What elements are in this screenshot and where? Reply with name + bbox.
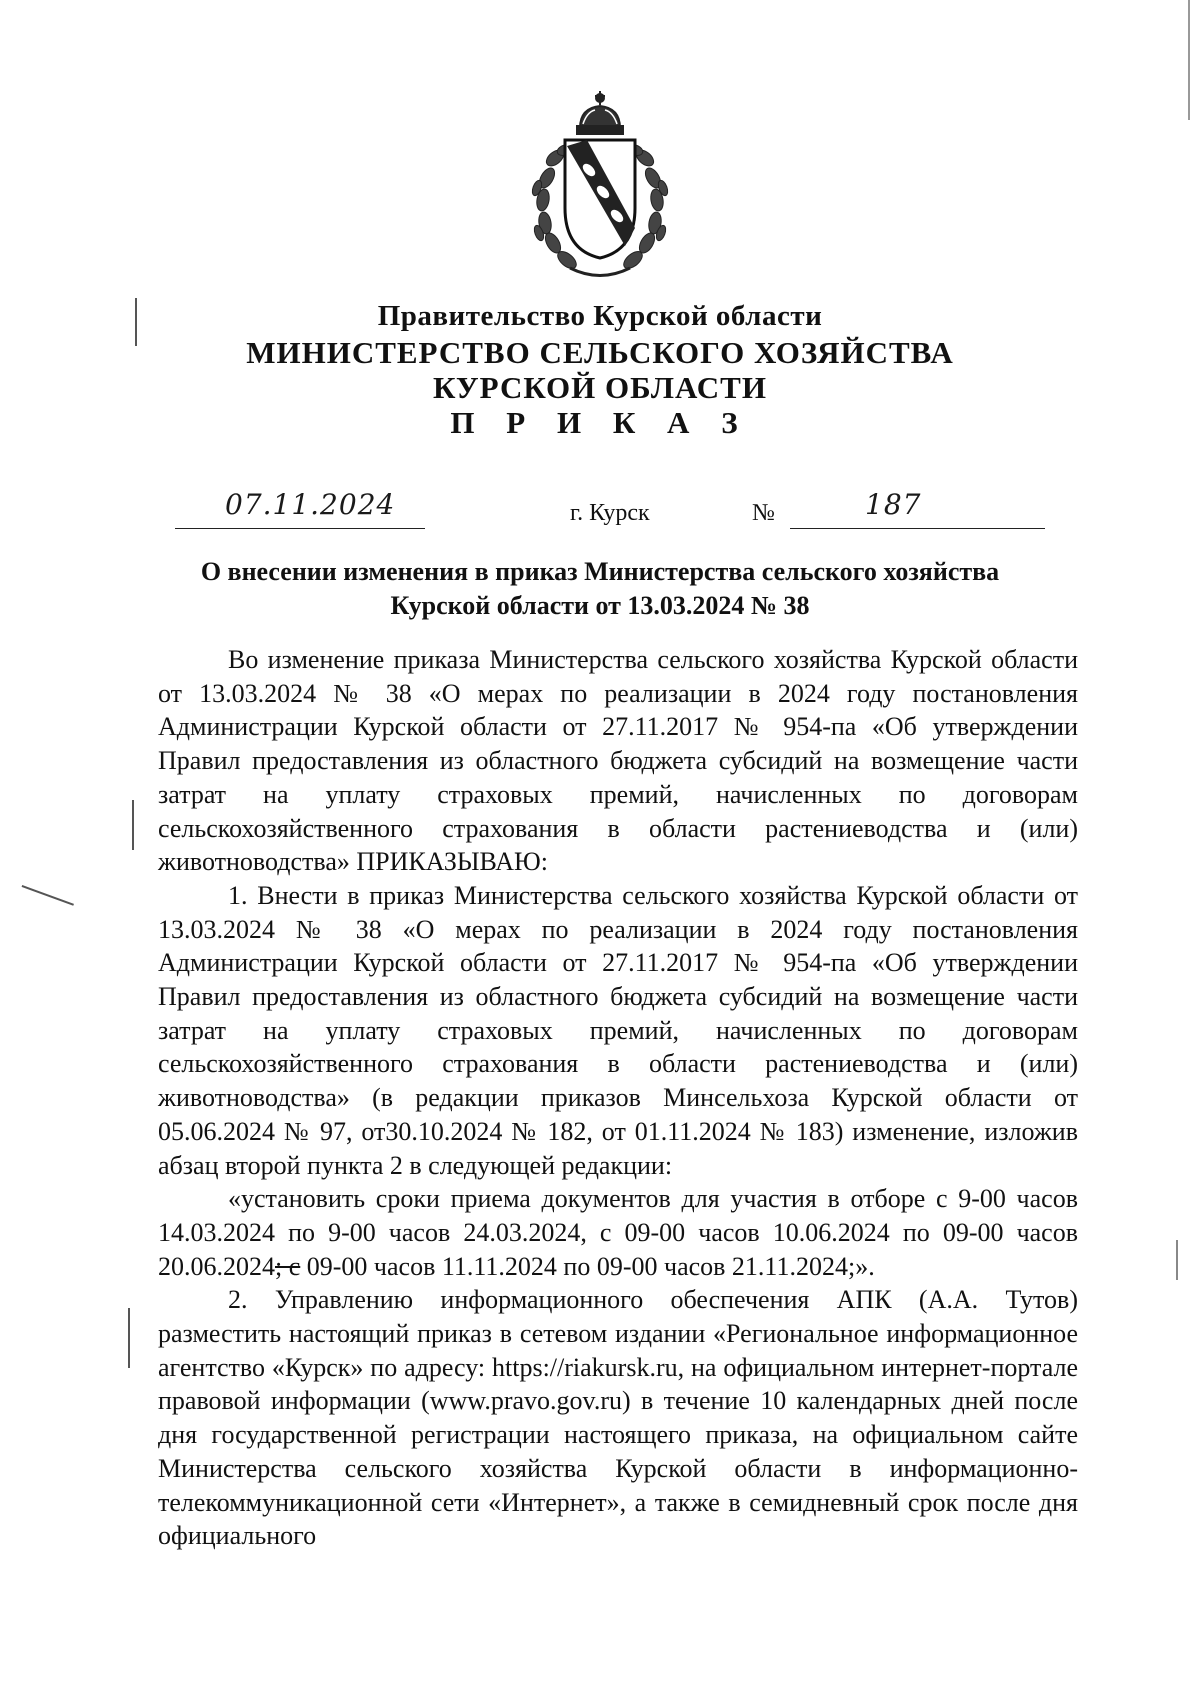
document-title [0,555,1200,623]
coat-of-arms-emblem [525,88,675,288]
scan-artifact-left-3 [128,1308,130,1368]
document-number: 187 [865,488,922,521]
document-title-line2: Курской области от 13.03.2024 № 38 [390,591,810,620]
scan-artifact-left-4 [22,885,74,905]
document-type-heading: П Р И К А З [450,405,750,440]
scan-artifact-right-1 [1188,0,1190,120]
ministry-heading-line1: МИНИСТЕРСТВО СЕЛЬСКОГО ХОЗЯЙСТВА [246,335,954,370]
struck-through-text: ; с [275,1251,301,1281]
item-2-paragraph: 2. Управлению информационного обеспечения АПК (А.А. Тутов) разместить настоящий приказ в сетевом издании «Региональное информационное агентство «Курск» по адресу: https://riakursk.ru, на официальном интернет-портале правовой информации (www.pravo.gov.ru) в течение 10 календарных дней после дня государственной регистрации настоящего приказа, на официальном сайте Министерства сельского хозяйства Курской области в информационно-телекоммуникационной сети «Интернет», а также в семидневный срок после дня официального [158,1285,1078,1551]
document-city: г. Курск [570,500,650,526]
quoted-amendment-paragraph [158,1182,1078,1283]
ministry-heading-line2: КУРСКОЙ ОБЛАСТИ [433,370,767,405]
scan-artifact-right-2 [1176,1240,1178,1280]
document-title-line1: О внесении изменения в приказ Министерства сельского хозяйства [200,557,1000,586]
document-meta-row [0,488,1200,537]
date-field [175,488,425,529]
number-label: № [752,500,775,526]
government-heading: Правительство Курской области [377,300,823,332]
document-body [158,643,1078,1553]
preamble-paragraph: Во изменение приказа Министерства сельского хозяйства Курской области от 13.03.2024 № 38 «О мерах по реализации в 2024 году постановления Администрации Курской области от 27.11.2017 № 954-па «Об утверждении Правил предоставления из областного бюджета субсидий на возмещение части затрат на уплату страховых премий, начисленных по договорам сельскохозяйственного страхования в области растениеводства и (или) животноводства» ПРИКАЗЫВАЮ: [158,645,1078,877]
scan-artifact-left-2 [132,800,134,850]
item-1-paragraph: 1. Внести в приказ Министерства сельского хозяйства Курской области от 13.03.2024 № 38 «О мерах по реализации в 2024 году постановления Администрации Курской области от 27.11.2017 № 954-па «Об утверждении Правил предоставления из областного бюджета субсидий на возмещение части затрат на уплату страховых премий, начисленных по договорам сельскохозяйственного страхования в области растениеводства и (или) животноводства» (в редакции приказов Минсельхоза Курской области от 05.06.2024 № 97, от30.10.2024 № 182, от 01.11.2024 № 183) изменение, изложив абзац второй пункта 2 в следующей редакции: [158,880,1078,1180]
document-date: 07.11.2024 [225,488,396,521]
quoted-amendment-text-2: 09-00 часов 11.11.2024 по 09-00 часов 21.11.2024;». [300,1251,875,1281]
number-field [790,488,1045,529]
quoted-amendment-text-1: «установить сроки приема документов для участия в отборе с 9-00 часов 14.03.2024 по 9-00 часов 24.03.2024, с 09-00 часов 10.06.2024 по 09-00 часов 20.06.2024 [158,1184,1078,1281]
